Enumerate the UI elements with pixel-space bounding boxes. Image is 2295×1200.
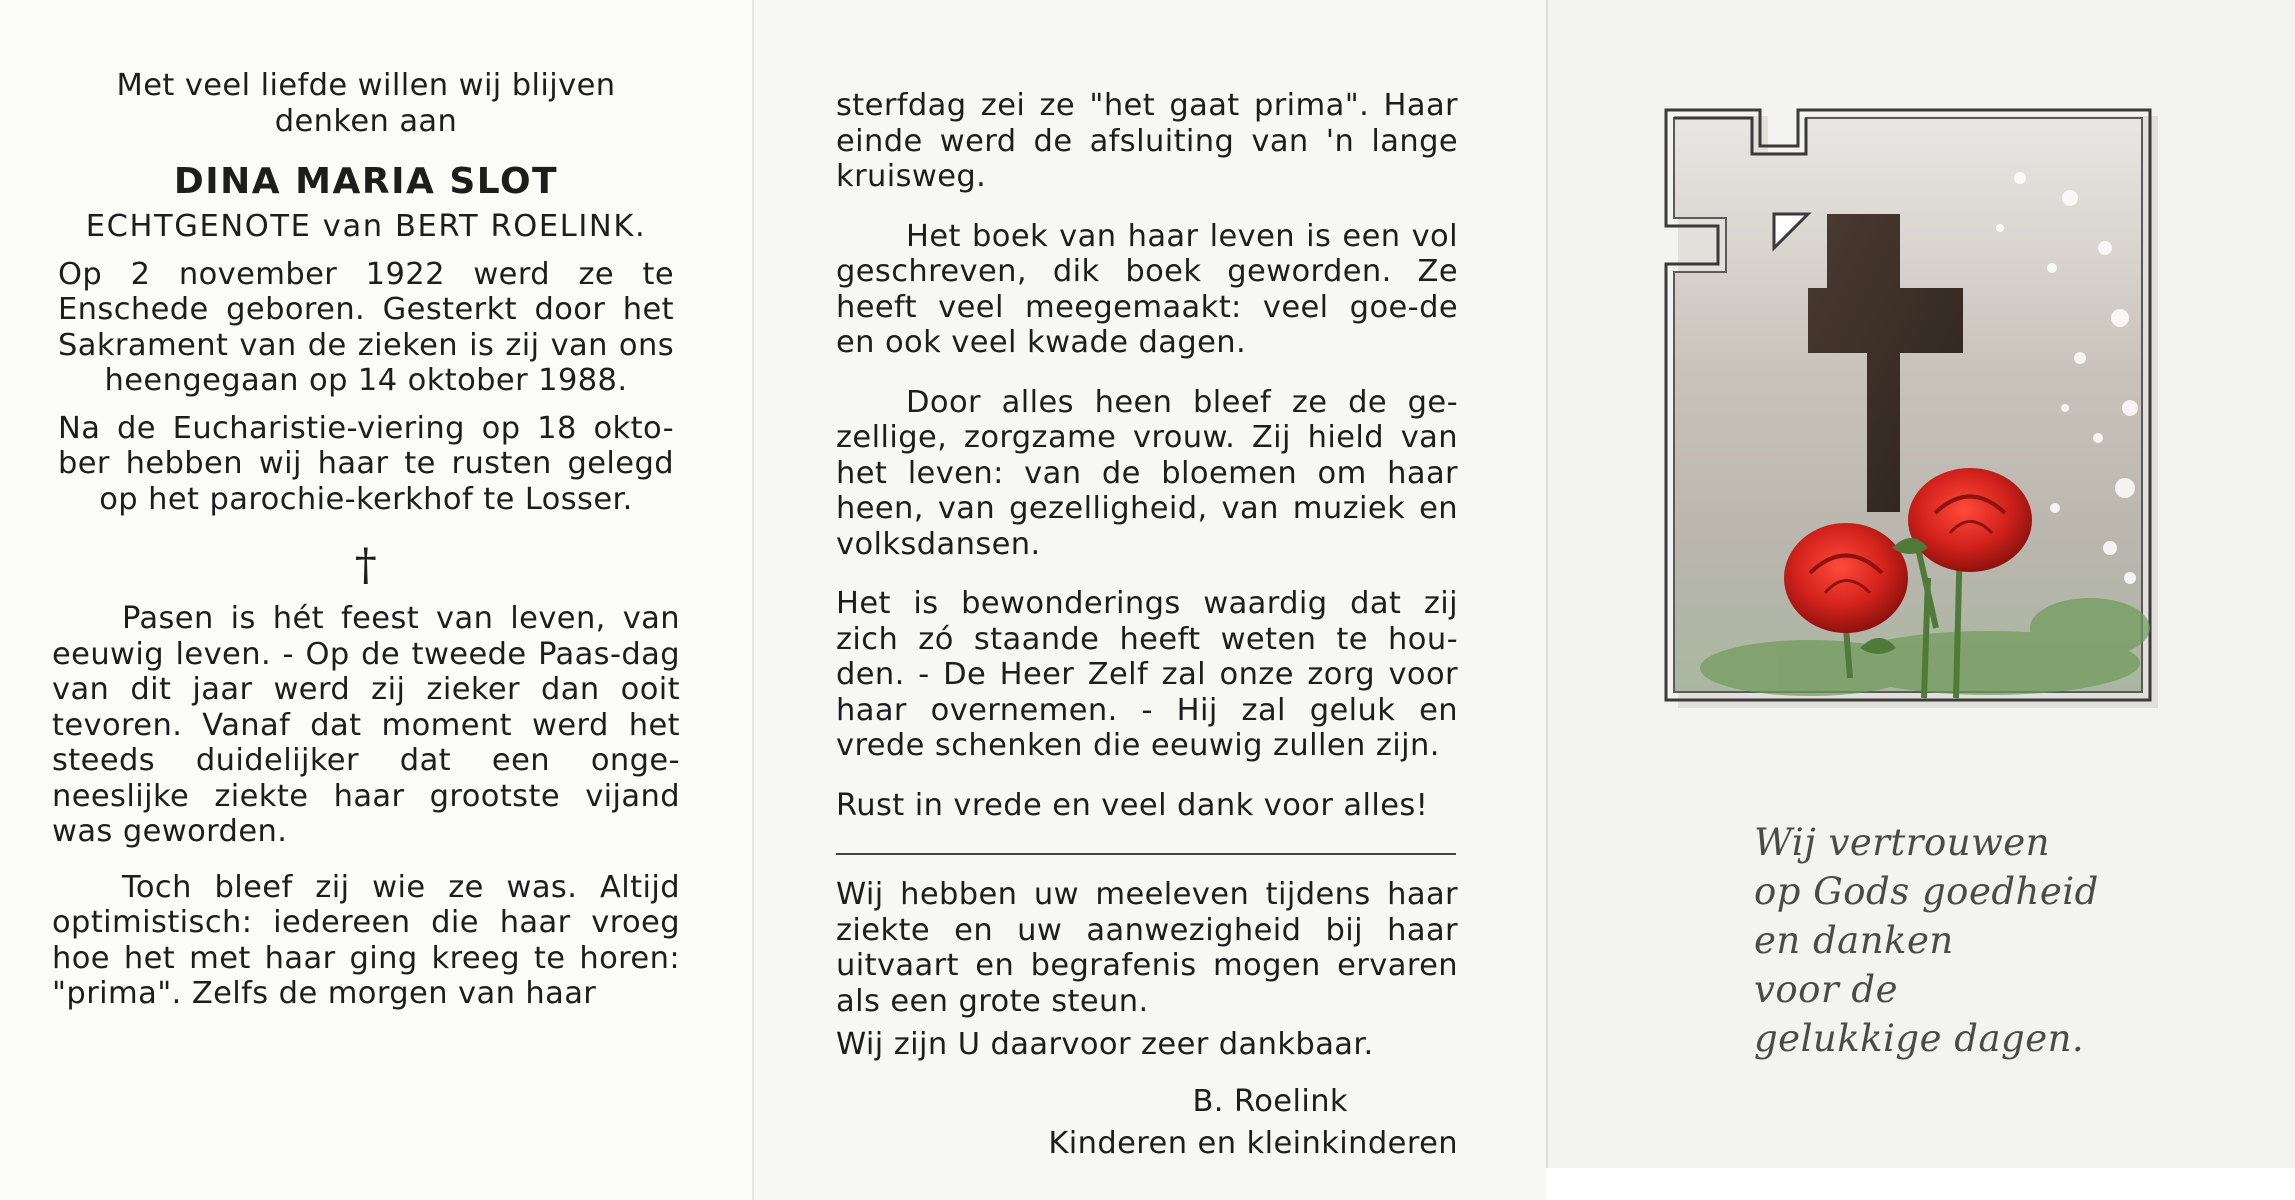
last-day-paragraph: sterfdag zei ze "het gaat prima". Haar einde werd de afsluiting van 'n lange kruisweg. [836, 88, 1458, 194]
intro-line: denken aan [274, 103, 458, 139]
intro-text [52, 68, 680, 139]
poem-text [1754, 818, 2224, 1063]
book-of-life-paragraph: Het boek van haar leven is een vol geschreven, dik boek geworden. Ze heeft veel meegemaakt: veel goe-de en ook veel kwade dagen. [836, 218, 1458, 360]
poem-line: Wij vertrouwen [1754, 821, 2050, 864]
divider-rule [836, 853, 1456, 855]
deceased-name: DINA MARIA SLOT [173, 161, 559, 202]
birth-death-paragraph: Op 2 november 1922 werd ze te Enschede geboren. Gesterkt door het Sakrament van de zieken is zij van ons heengegaan op 14 oktober 1988. [58, 256, 674, 398]
signature-family: Kinderen en kleinkinderen [1048, 1125, 1458, 1161]
poem-line: op Gods goedheid [1754, 870, 2099, 913]
funeral-paragraph: Na de Eucharistie-viering op 18 okto-ber hebben wij haar te rusten gelegd op het parochie-kerkhof te Losser. [58, 410, 674, 517]
left-text-column [52, 68, 680, 1012]
gratitude-line: Wij zijn U daarvoor zeer dankbaar. [836, 1027, 1374, 1062]
spouse-line: ECHTGENOTE van BERT ROELINK. [85, 209, 647, 244]
poem-line: gelukkige dagen. [1754, 1017, 2085, 1060]
signature-name: B. Roelink [1192, 1083, 1348, 1119]
optimism-paragraph: Toch bleef zij wie ze was. Altijd optimistisch: iedereen die haar vroeg hoe het met haar ging kreeg te horen: "prima". Zelfs de morgen van haar [52, 869, 680, 1011]
cross-and-roses-image [1660, 108, 2162, 708]
character-paragraph: Door alles heen bleef ze de ge-zellige, zorgzame vrouw. Zij hield van het leven: van de bloemen om haar heen, van gezelligheid, van muziek en volksdansen. [836, 384, 1458, 562]
easter-paragraph: Pasen is hét feest van leven, van eeuwig leven. - Op de tweede Paas-dag van dit jaar werd zij zieker dan ooit tevoren. Vanaf dat moment werd het steeds duidelijker dat een onge-neeslijke ziekte haar grootste vijand was geworden. [52, 601, 680, 849]
thanks-paragraph: Wij hebben uw meeleven tijdens haar ziekte en uw aanwezigheid bij haar uitvaart en begrafenis mogen ervaren als een grote steun. [836, 877, 1458, 1019]
poem-line: en danken [1754, 919, 1954, 962]
cross-symbol: † [354, 540, 378, 591]
card-bottom-edge [1546, 1168, 2295, 1200]
rest-in-peace-line: Rust in vrede en veel dank voor alles! [836, 787, 1429, 823]
poem-line: voor de [1754, 968, 1898, 1011]
admiration-paragraph: Het is bewonderings waardig dat zij zich zó staande heeft weten te hou-den. - De Heer Zelf zal onze zorg voor haar overnemen. - Hij zal geluk en vrede schenken die eeuwig zullen zijn. [836, 586, 1458, 763]
middle-text-column [836, 88, 1458, 1165]
intro-line: Met veel liefde willen wij blijven [116, 68, 616, 103]
